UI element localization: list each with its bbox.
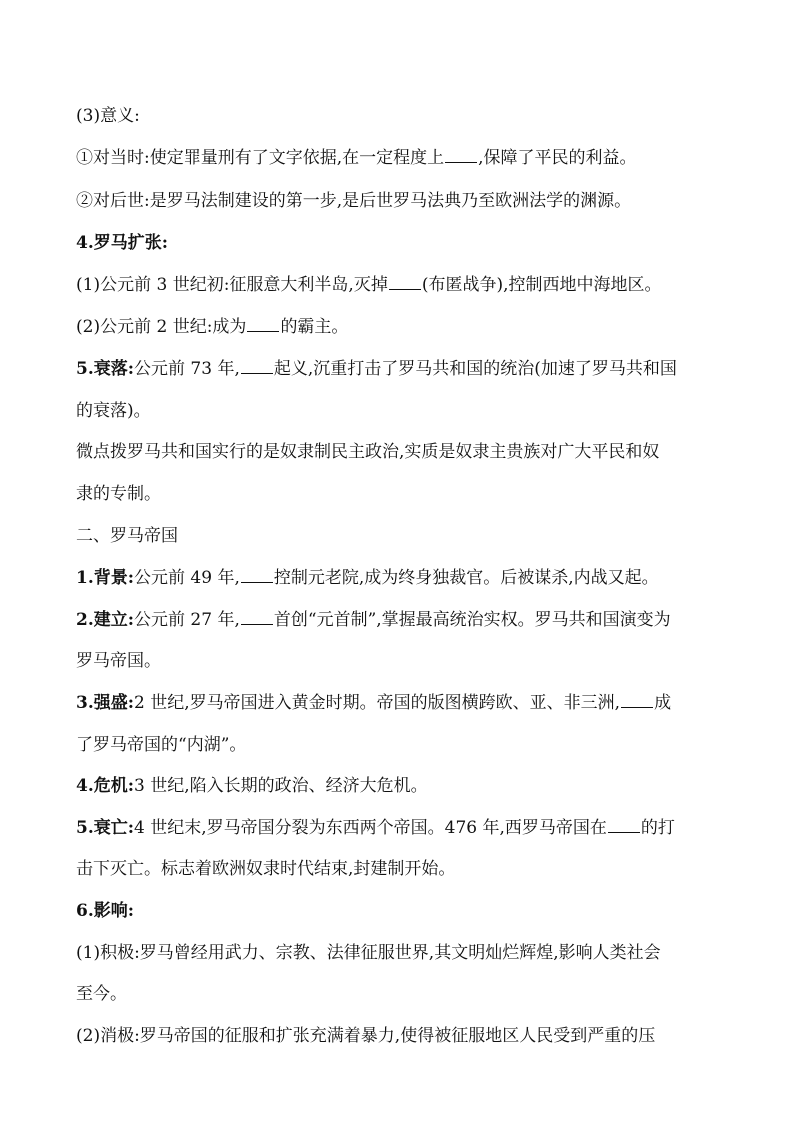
empire-fall: 5.衰亡:4 世纪末,罗马帝国分裂为东西两个帝国。476 年,西罗马帝国在 的打 — [76, 818, 675, 838]
heading-influence: 6.影响: — [76, 901, 135, 921]
influence-negative: (2)消极:罗马帝国的征服和扩张充满着暴力,使得被征服地区人民受到严重的压 — [76, 1026, 656, 1046]
heading-rome-expansion: 4.罗马扩张: — [76, 233, 169, 253]
influence-positive: (1)积极:罗马曾经用武力、宗教、法律征服世界,其文明灿烂辉煌,影响人类社会 — [76, 943, 661, 963]
section-3-heading: (3)意义: — [76, 106, 140, 126]
fill-blank[interactable] — [241, 358, 273, 374]
fill-blank[interactable] — [389, 274, 421, 290]
expansion-item-2: (2)公元前 2 世纪:成为 的霸主。 — [76, 317, 349, 337]
section-roman-empire-heading: 二、罗马帝国 — [76, 526, 178, 546]
empire-establishment-cont: 罗马帝国。 — [76, 651, 161, 671]
empire-prosperity: 3.强盛:2 世纪,罗马帝国进入黄金时期。帝国的版图横跨欧、亚、非三洲, 成 — [76, 693, 672, 713]
fill-blank[interactable] — [241, 567, 273, 583]
empire-background: 1.背景:公元前 49 年, 控制元老院,成为终身独裁官。后被谋杀,内战又起。 — [76, 568, 659, 588]
fill-blank[interactable] — [621, 692, 653, 708]
fill-blank[interactable] — [608, 817, 640, 833]
fill-blank[interactable] — [241, 609, 273, 625]
significance-later: ②对后世:是罗马法制建设的第一步,是后世罗马法典乃至欧洲法学的渊源。 — [76, 191, 632, 211]
empire-fall-cont: 击下灭亡。标志着欧洲奴隶时代结束,封建制开始。 — [76, 859, 456, 879]
tip-paragraph-cont: 隶的专制。 — [76, 484, 161, 504]
influence-positive-cont: 至今。 — [76, 984, 127, 1004]
fill-blank[interactable] — [445, 147, 477, 163]
decline-paragraph-cont: 的衰落)。 — [76, 401, 151, 421]
empire-crisis: 4.危机:3 世纪,陷入长期的政治、经济大危机。 — [76, 776, 428, 796]
empire-establishment: 2.建立:公元前 27 年, 首创“元首制”,掌握最高统治实权。罗马共和国演变为 — [76, 610, 671, 630]
significance-contemporary: ①对当时:使定罪量刑有了文字依据,在一定程度上 ,保障了平民的利益。 — [76, 148, 637, 168]
decline-paragraph: 5.衰落:公元前 73 年, 起义,沉重打击了罗马共和国的统治(加速了罗马共和国 — [76, 359, 677, 379]
expansion-item-1: (1)公元前 3 世纪初:征服意大利半岛,灭掉 (布匿战争),控制西地中海地区。 — [76, 275, 662, 295]
tip-paragraph: 微点拨罗马共和国实行的是奴隶制民主政治,实质是奴隶主贵族对广大平民和奴 — [76, 442, 660, 462]
fill-blank[interactable] — [247, 316, 279, 332]
empire-prosperity-cont: 了罗马帝国的“内湖”。 — [76, 735, 247, 755]
